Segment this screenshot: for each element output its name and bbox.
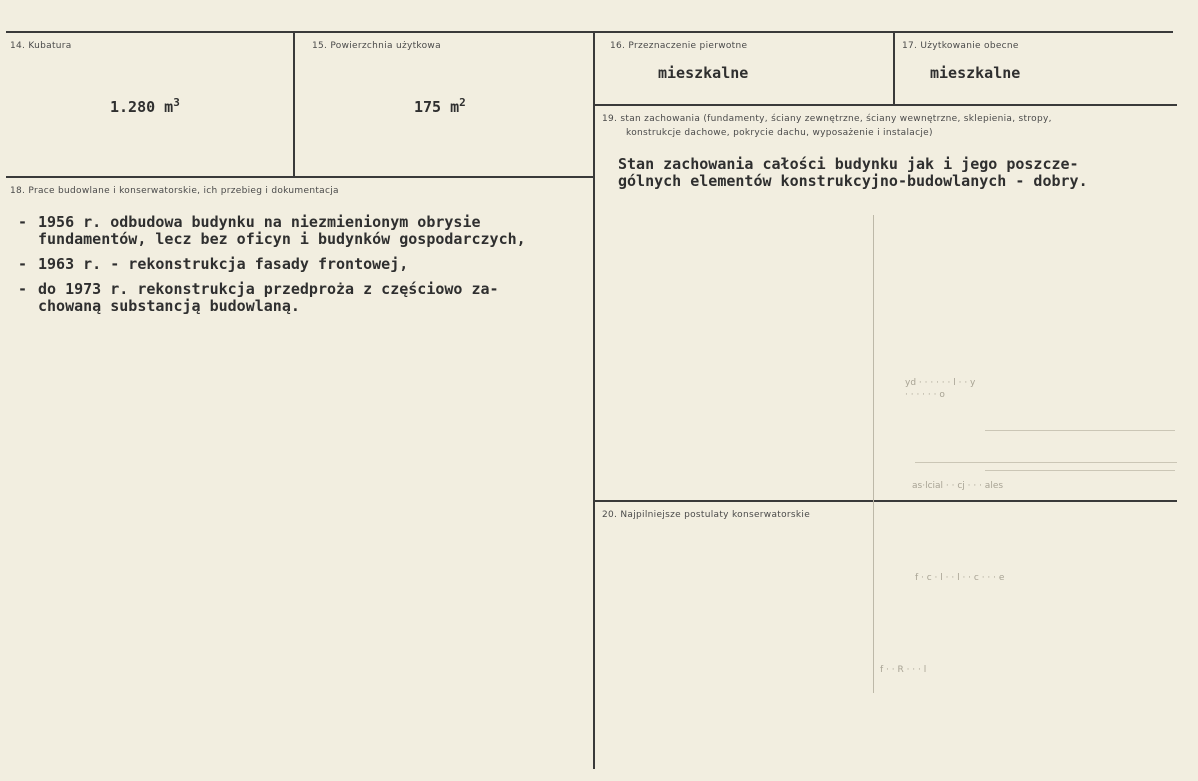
list-text: 1963 r. - rekonstrukcja fasady frontowej, <box>38 255 409 273</box>
bleed-text-3: as·lcial · · cj · · · ales <box>912 481 1004 491</box>
field-16-label: 16. Przeznaczenie pierwotne <box>610 41 748 51</box>
field-18-label: 18. Prace budowlane i konserwatorskie, ich przebieg i dokumentacja <box>10 186 339 196</box>
bleed-text-2: · · · · · · o <box>905 390 945 400</box>
rule-under-19 <box>595 500 1177 502</box>
divider-16-17 <box>893 33 895 104</box>
list-text: 1956 r. odbudowa budynku na niezmienionym obrysie fundamentów, lecz bez oficyn i budynków gospodarczych, <box>38 213 526 248</box>
field-19-label: 19. stan zachowania (fundamenty, ściany zewnętrzne, ściany wewnętrzne, sklepienia, stropy, <box>602 114 1052 124</box>
bleed-vertical-line <box>873 215 874 693</box>
bleed-text-5: f · · R · · · l <box>880 665 927 675</box>
list-item <box>18 214 588 248</box>
field-17-value: mieszkalne <box>930 64 1021 82</box>
list-dash: - <box>18 213 28 231</box>
bleed-line-c <box>985 470 1175 471</box>
list-item <box>18 281 588 315</box>
field-15-unit-exponent: 2 <box>459 96 466 109</box>
field-19-text: Stan zachowania całości budynku jak i jego poszcze- gólnych elementów konstrukcyjno-budowlanych - dobry. <box>618 155 1088 190</box>
bleed-line-a <box>985 430 1175 431</box>
list-text: do 1973 r. rekonstrukcja przedproża z częściowo za- chowaną substancją budowlaną. <box>38 280 499 315</box>
list-dash: - <box>18 255 28 273</box>
field-15-label: 15. Powierzchnia użytkowa <box>312 41 441 51</box>
field-14-number: 1.280 m <box>110 98 174 116</box>
bleed-text-1: yd · · · · · · l · · y <box>905 378 976 388</box>
field-17-label: 17. Użytkowanie obecne <box>902 41 1019 51</box>
field-15-value <box>414 96 466 116</box>
field-16-value: mieszkalne <box>658 64 749 82</box>
rule-under-14-15 <box>6 176 594 178</box>
divider-left-right <box>593 33 595 769</box>
bleed-line-b <box>915 462 1177 463</box>
field-14-label: 14. Kubatura <box>10 41 72 51</box>
field-15-number: 175 m <box>414 98 460 116</box>
field-14-value <box>110 96 180 116</box>
divider-14-15 <box>293 33 295 176</box>
field-18-list <box>18 214 588 323</box>
list-dash: - <box>18 280 28 298</box>
field-20-label: 20. Najpilniejsze postulaty konserwatorskie <box>602 510 811 520</box>
bleed-text-4: f · c · l · · l · · c · · · e <box>915 573 1005 583</box>
list-item <box>18 256 588 273</box>
rule-under-16-17 <box>595 104 1177 106</box>
top-rule <box>6 31 1173 33</box>
field-19-label-cont: konstrukcje dachowe, pokrycie dachu, wyposażenie i instalacje) <box>626 128 933 138</box>
field-14-unit-exponent: 3 <box>173 96 180 109</box>
